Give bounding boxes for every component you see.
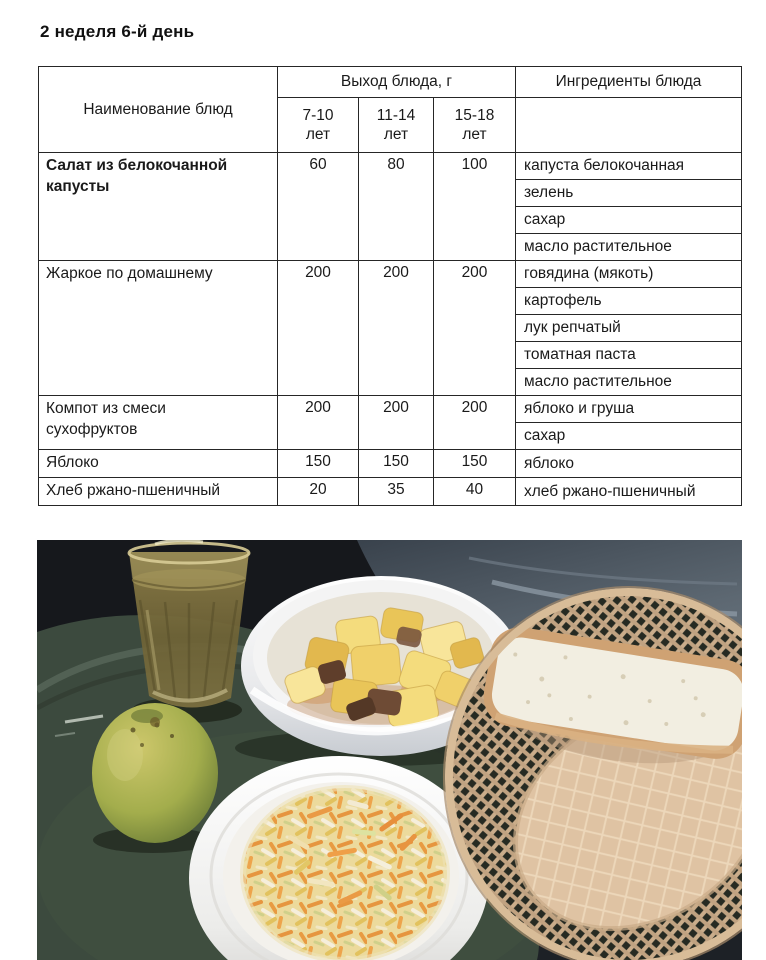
ingredient-cell: зелень: [516, 180, 742, 207]
portion-value: 100: [434, 153, 516, 261]
portion-value: 20: [278, 477, 359, 505]
menu-table: [38, 66, 742, 506]
ingredient-cell: яблоко: [516, 450, 742, 478]
portion-value: 35: [359, 477, 434, 505]
menu-table-body: [39, 153, 742, 506]
age-unit: лет: [462, 126, 487, 143]
ingredient-cell: сахар: [516, 423, 742, 450]
dish-name: Салат из белокочанной капусты: [39, 153, 278, 261]
table-row: [39, 153, 742, 180]
ingredient-cell: масло растительное: [516, 369, 742, 396]
age-range: 15-18: [454, 106, 495, 124]
portion-value: 200: [434, 261, 516, 396]
col-header-age-11-14: [359, 98, 434, 153]
portion-value: 200: [434, 396, 516, 450]
age-unit: лет: [305, 126, 331, 143]
ingredient-cell: яблоко и груша: [516, 396, 742, 423]
ingredient-cell: капуста белокочанная: [516, 153, 742, 180]
table-row: [39, 477, 742, 505]
col-header-ingredients-empty: [516, 98, 742, 153]
portion-value: 150: [434, 450, 516, 478]
col-header-dish-name: Наименование блюд: [39, 67, 278, 153]
dish-name: Хлеб ржано-пшеничный: [39, 477, 278, 505]
meal-photo: [37, 540, 742, 960]
portion-value: 200: [359, 261, 434, 396]
portion-value: 80: [359, 153, 434, 261]
portion-value: 60: [278, 153, 359, 261]
portion-value: 200: [359, 396, 434, 450]
ingredient-cell: томатная паста: [516, 342, 742, 369]
ingredient-cell: картофель: [516, 288, 742, 315]
col-header-ingredients: Ингредиенты блюда: [516, 67, 742, 98]
dish-name: Жаркое по домашнему: [39, 261, 278, 396]
ingredient-cell: сахар: [516, 207, 742, 234]
age-range: 7-10: [302, 106, 334, 124]
portion-value: 200: [278, 261, 359, 396]
table-row: [39, 450, 742, 478]
portion-value: 150: [359, 450, 434, 478]
header-row-1: [39, 67, 742, 98]
col-header-age-7-10: [278, 98, 359, 153]
ingredient-cell: масло растительное: [516, 234, 742, 261]
page-title: 2 неделя 6-й день: [40, 22, 195, 41]
dish-name: Яблоко: [39, 450, 278, 478]
ingredient-cell: хлеб ржано-пшеничный: [516, 477, 742, 505]
table-row: [39, 261, 742, 288]
col-header-output: Выход блюда, г: [278, 67, 516, 98]
age-unit: лет: [383, 126, 409, 143]
ingredient-cell: лук репчатый: [516, 315, 742, 342]
portion-value: 40: [434, 477, 516, 505]
portion-value: 150: [278, 450, 359, 478]
portion-value: 200: [278, 396, 359, 450]
age-range: 11-14: [376, 106, 416, 124]
cabbage-carrot-salad: [243, 788, 447, 960]
ingredient-cell: говядина (мякоть): [516, 261, 742, 288]
dish-name: Компот из смеси сухофруктов: [39, 396, 278, 450]
table-row: [39, 396, 742, 423]
col-header-age-15-18: [434, 98, 516, 153]
